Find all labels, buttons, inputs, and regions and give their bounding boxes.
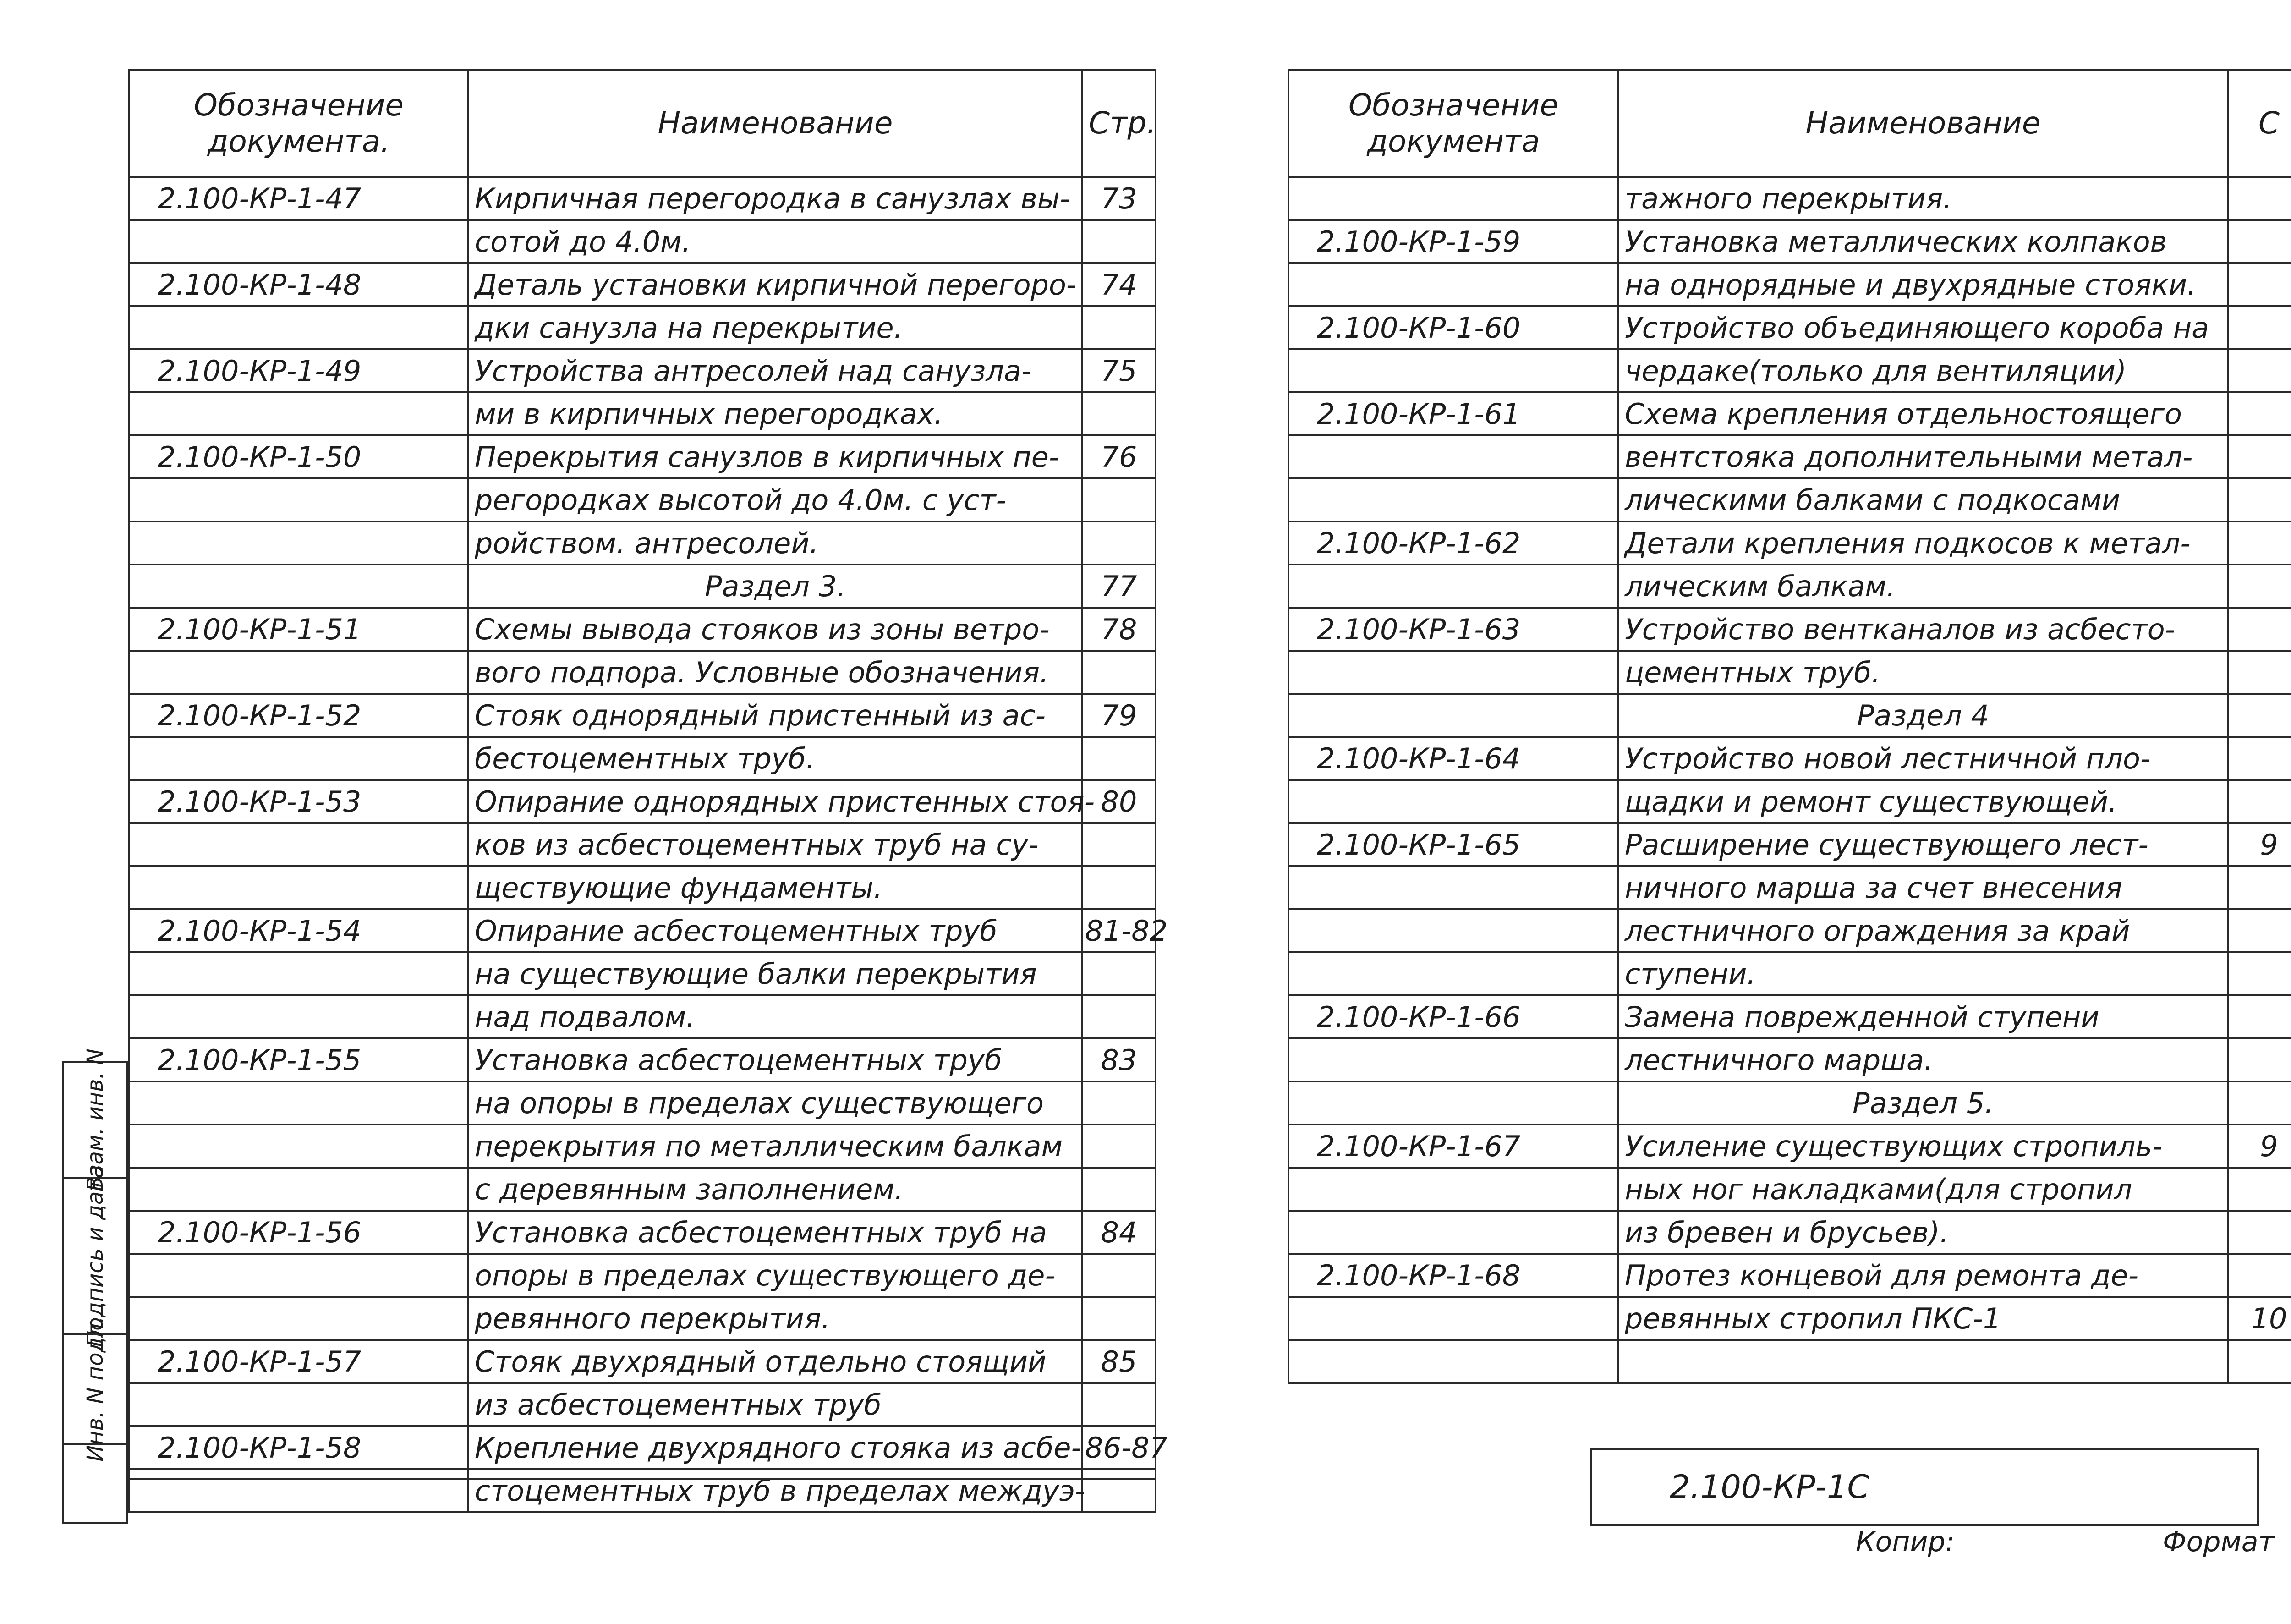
table-row (1288, 995, 2291, 1038)
table-row (129, 435, 1156, 478)
name-cell: ных ног накладками(для стропил (1618, 1168, 2228, 1211)
name-cell: на опоры в пределах существующего (468, 1081, 1082, 1125)
designation-cell (129, 521, 468, 565)
table-row (1288, 1254, 2291, 1297)
table-row (1288, 349, 2291, 392)
page-cell (2228, 608, 2291, 651)
table-row (1288, 521, 2291, 565)
designation-cell: 2.100-КР-1-55 (129, 1038, 468, 1081)
page-cell (1082, 1297, 1156, 1340)
side-stamp-column (62, 1048, 128, 1524)
name-header: Наименование (1618, 70, 2228, 177)
name-cell: ревянных стропил ПКС-1 (1618, 1297, 2228, 1340)
document-code-stamp (1590, 1448, 2259, 1526)
page-cell (2228, 435, 2291, 478)
page-cell (2228, 1038, 2291, 1081)
designation-cell (1288, 866, 1618, 909)
table-row (129, 995, 1156, 1038)
designation-cell (129, 1469, 468, 1512)
page-cell: 75 (1082, 349, 1156, 392)
table-row (129, 220, 1156, 263)
name-cell: Раздел 3. (468, 565, 1082, 608)
designation-cell: 2.100-КР-1-59 (1288, 220, 1618, 263)
table-row (1288, 1125, 2291, 1168)
name-header: Наименование (468, 70, 1082, 177)
designation-cell: 2.100-КР-1-68 (1288, 1254, 1618, 1297)
page-cell: 83 (1082, 1038, 1156, 1081)
name-cell: ми в кирпичных перегородках. (468, 392, 1082, 435)
page-cell (1082, 306, 1156, 349)
designation-cell (1288, 177, 1618, 220)
page-header: С (2228, 70, 2291, 177)
designation-cell (129, 478, 468, 521)
page-cell (2228, 1254, 2291, 1297)
page-cell: 78 (1082, 608, 1156, 651)
name-cell: ничного марша за счет внесения (1618, 866, 2228, 909)
page-cell: 84 (1082, 1211, 1156, 1254)
table-row (129, 1038, 1156, 1081)
page-cell (1082, 1168, 1156, 1211)
table-row (1288, 263, 2291, 306)
name-cell: Устройство вентканалов из асбесто- (1618, 608, 2228, 651)
name-cell: Расширение существующего лест- (1618, 823, 2228, 866)
table-row (129, 1297, 1156, 1340)
page-cell: 9 (2228, 823, 2291, 866)
name-cell: Перекрытия санузлов в кирпичных пе- (468, 435, 1082, 478)
name-cell: Схемы вывода стояков из зоны ветро- (468, 608, 1082, 651)
name-cell: дки санузла на перекрытие. (468, 306, 1082, 349)
table-row (129, 1469, 1156, 1512)
name-cell: ревянного перекрытия. (468, 1297, 1082, 1340)
page-cell (1082, 823, 1156, 866)
table-row (129, 1211, 1156, 1254)
name-cell: из бревен и брусьев). (1618, 1211, 2228, 1254)
name-cell: лестничного ограждения за край (1618, 909, 2228, 952)
page-cell (2228, 694, 2291, 737)
stamp-cell-original-number (64, 1316, 126, 1462)
page-cell (2228, 521, 2291, 565)
designation-cell: 2.100-КР-1-48 (129, 263, 468, 306)
page-cell (1082, 651, 1156, 694)
page-cell (1082, 1081, 1156, 1125)
table-row (1288, 565, 2291, 608)
designation-cell (129, 952, 468, 995)
document-list-table-left (128, 69, 1168, 1513)
page-cell (1082, 392, 1156, 435)
name-cell: лическими балками с подкосами (1618, 478, 2228, 521)
designation-cell: 2.100-КР-1-50 (129, 435, 468, 478)
page-cell: 9 (2228, 1125, 2291, 1168)
designation-cell (129, 220, 468, 263)
name-cell: регородках высотой до 4.0м. с уст- (468, 478, 1082, 521)
designation-cell: 2.100-КР-1-66 (1288, 995, 1618, 1038)
name-cell: тажного перекрытия. (1618, 177, 2228, 220)
name-cell: ществующие фундаменты. (468, 866, 1082, 909)
page-cell (2228, 565, 2291, 608)
stamp-label: Инв. N подл. (82, 1316, 108, 1462)
designation-cell (129, 1383, 468, 1426)
page-cell: 85 (1082, 1340, 1156, 1383)
right-table-body (1288, 70, 2291, 1383)
page-cell: 86-87 (1082, 1426, 1156, 1469)
table-row (129, 1254, 1156, 1297)
page-cell (2228, 995, 2291, 1038)
stamp-label: Взам. инв. N (82, 1048, 108, 1191)
name-cell: вого подпора. Условные обозначения. (468, 651, 1082, 694)
designation-cell (129, 1168, 468, 1211)
table-row (129, 349, 1156, 392)
designation-cell: 2.100-КР-1-54 (129, 909, 468, 952)
table-row (1288, 909, 2291, 952)
page-cell (2228, 1081, 2291, 1125)
page-cell (1082, 1469, 1156, 1512)
designation-cell (1288, 565, 1618, 608)
name-cell: ройством. антресолей. (468, 521, 1082, 565)
designation-cell (1288, 780, 1618, 823)
name-cell: Детали крепления подкосов к метал- (1618, 521, 2228, 565)
name-cell: Устройство объединяющего короба на (1618, 306, 2228, 349)
designation-cell (129, 306, 468, 349)
page-cell (2228, 177, 2291, 220)
name-cell: ступени. (1618, 952, 2228, 995)
page-cell: 10 (2228, 1297, 2291, 1340)
frame-bottom-line (128, 1478, 1155, 1480)
designation-cell: 2.100-КР-1-56 (129, 1211, 468, 1254)
page-cell (2228, 952, 2291, 995)
name-cell: Стояк однорядный пристенный из ас- (468, 694, 1082, 737)
name-cell: из асбестоцементных труб (468, 1383, 1082, 1426)
designation-cell: 2.100-КР-1-63 (1288, 608, 1618, 651)
stamp-label: Подпись и дата (82, 1165, 108, 1347)
name-cell: Опирание однорядных пристенных стоя- (468, 780, 1082, 823)
page-cell (2228, 220, 2291, 263)
designation-cell (1288, 1168, 1618, 1211)
table-row (1288, 780, 2291, 823)
name-cell: щадки и ремонт существующей. (1618, 780, 2228, 823)
page-cell: 80 (1082, 780, 1156, 823)
table-row (129, 952, 1156, 995)
designation-cell (129, 737, 468, 780)
table-row (1288, 737, 2291, 780)
copied-by-label: Копир: (1856, 1526, 1955, 1558)
name-cell: Стояк двухрядный отдельно стоящий (468, 1340, 1082, 1383)
table-row (1288, 478, 2291, 521)
designation-cell: 2.100-КР-1-47 (129, 177, 468, 220)
table-row (129, 866, 1156, 909)
page-cell: 81-82 (1082, 909, 1156, 952)
name-cell: стоцементных труб в пределах междуэ- (468, 1469, 1082, 1512)
designation-cell (129, 392, 468, 435)
format-label: Формат (2163, 1526, 2275, 1558)
document-code: 2.100-КР-1С (1670, 1468, 1870, 1506)
page-cell (2228, 1340, 2291, 1383)
table-row (1288, 1297, 2291, 1340)
table-row (129, 1340, 1156, 1383)
name-cell (1618, 1340, 2228, 1383)
page-cell (2228, 780, 2291, 823)
name-cell: чердаке(только для вентиляции) (1618, 349, 2228, 392)
designation-cell: 2.100-КР-1-58 (129, 1426, 468, 1469)
table-row (129, 780, 1156, 823)
table-row (129, 306, 1156, 349)
name-cell: Установка асбестоцементных труб на (468, 1211, 1082, 1254)
name-cell: Опирание асбестоцементных труб (468, 909, 1082, 952)
designation-cell (1288, 909, 1618, 952)
page-cell (1082, 1125, 1156, 1168)
table-row (129, 1168, 1156, 1211)
name-cell: Крепление двухрядного стояка из асбе- (468, 1426, 1082, 1469)
stamp-cell-replacement (64, 1048, 126, 1191)
name-cell: сотой до 4.0м. (468, 220, 1082, 263)
designation-cell (129, 1081, 468, 1125)
designation-cell: 2.100-КР-1-53 (129, 780, 468, 823)
name-cell: на существующие балки перекрытия (468, 952, 1082, 995)
table-row (1288, 435, 2291, 478)
designation-cell (129, 651, 468, 694)
page-cell (1082, 952, 1156, 995)
table-row (129, 1383, 1156, 1426)
name-cell: перекрытия по металлическим балкам (468, 1125, 1082, 1168)
table-row (129, 521, 1156, 565)
table-row (129, 565, 1156, 608)
name-cell: Кирпичная перегородка в санузлах вы- (468, 177, 1082, 220)
page-cell (2228, 478, 2291, 521)
designation-cell: 2.100-КР-1-57 (129, 1340, 468, 1383)
table-row (1288, 1211, 2291, 1254)
table-row (129, 651, 1156, 694)
page-cell (1082, 737, 1156, 780)
designation-cell (1288, 1297, 1618, 1340)
page-cell (2228, 1211, 2291, 1254)
name-cell: Схема крепления отдельностоящего (1618, 392, 2228, 435)
designation-cell: 2.100-КР-1-64 (1288, 737, 1618, 780)
name-cell: цементных труб. (1618, 651, 2228, 694)
page-header: Стр. (1082, 70, 1156, 177)
designation-cell (1288, 349, 1618, 392)
name-cell: Раздел 4 (1618, 694, 2228, 737)
name-cell: бестоцементных труб. (468, 737, 1082, 780)
designation-cell (1288, 263, 1618, 306)
table-row (1288, 1340, 2291, 1383)
designation-cell: 2.100-КР-1-62 (1288, 521, 1618, 565)
name-cell: опоры в пределах существующего де- (468, 1254, 1082, 1297)
page-cell (2228, 392, 2291, 435)
page-cell: 79 (1082, 694, 1156, 737)
page-cell (2228, 866, 2291, 909)
table-row (1288, 1081, 2291, 1125)
page-cell (2228, 737, 2291, 780)
designation-cell (129, 866, 468, 909)
table-row (1288, 1038, 2291, 1081)
table-row (1288, 177, 2291, 220)
designation-cell (1288, 1340, 1618, 1383)
table-row (129, 392, 1156, 435)
name-cell: Устройство новой лестничной пло- (1618, 737, 2228, 780)
designation-header: Обозначение документа. (129, 70, 468, 177)
table-row (129, 1125, 1156, 1168)
name-cell: Протез концевой для ремонта де- (1618, 1254, 2228, 1297)
table-row (1288, 866, 2291, 909)
designation-cell (1288, 694, 1618, 737)
table-row (129, 823, 1156, 866)
page-cell (1082, 995, 1156, 1038)
name-cell: Устройства антресолей над санузла- (468, 349, 1082, 392)
name-cell: Деталь установки кирпичной перегоро- (468, 263, 1082, 306)
stamp-cell-empty (64, 1443, 126, 1525)
name-cell: Установка металлических колпаков (1618, 220, 2228, 263)
stamp-cell-signature (64, 1165, 126, 1347)
table-row (1288, 306, 2291, 349)
page-cell (2228, 651, 2291, 694)
designation-cell: 2.100-КР-1-67 (1288, 1125, 1618, 1168)
designation-cell (1288, 1211, 1618, 1254)
page-cell (2228, 263, 2291, 306)
designation-cell (129, 1297, 468, 1340)
table-row (1288, 392, 2291, 435)
designation-cell: 2.100-КР-1-49 (129, 349, 468, 392)
name-cell: лестничного марша. (1618, 1038, 2228, 1081)
designation-cell (129, 1254, 468, 1297)
table-row (1288, 651, 2291, 694)
designation-cell (1288, 651, 1618, 694)
designation-cell (1288, 1038, 1618, 1081)
table-row (129, 1426, 1156, 1469)
designation-header: Обозначение документа (1288, 70, 1618, 177)
table-row (129, 1081, 1156, 1125)
designation-cell (129, 823, 468, 866)
page-cell (1082, 866, 1156, 909)
table-row (129, 177, 1156, 220)
page-cell: 74 (1082, 263, 1156, 306)
designation-cell: 2.100-КР-1-51 (129, 608, 468, 651)
name-cell: Усиление существующих стропиль- (1618, 1125, 2228, 1168)
name-cell: над подвалом. (468, 995, 1082, 1038)
page-cell (2228, 306, 2291, 349)
table-row (129, 737, 1156, 780)
page-cell (1082, 1383, 1156, 1426)
table-row (129, 909, 1156, 952)
page-cell (1082, 478, 1156, 521)
designation-cell (1288, 478, 1618, 521)
designation-cell (129, 995, 468, 1038)
designation-cell: 2.100-КР-1-60 (1288, 306, 1618, 349)
table-header-row (1288, 70, 2291, 177)
name-cell: вентстояка дополнительными метал- (1618, 435, 2228, 478)
page-cell (2228, 1168, 2291, 1211)
table-row (129, 263, 1156, 306)
page-cell (2228, 349, 2291, 392)
name-cell: с деревянным заполнением. (468, 1168, 1082, 1211)
designation-cell (129, 565, 468, 608)
table-row (1288, 823, 2291, 866)
page-cell: 76 (1082, 435, 1156, 478)
name-cell: ков из асбестоцементных труб на су- (468, 823, 1082, 866)
table-row (1288, 220, 2291, 263)
table-row (1288, 1168, 2291, 1211)
page-cell (2228, 909, 2291, 952)
name-cell: Замена поврежденной ступени (1618, 995, 2228, 1038)
page-cell (1082, 220, 1156, 263)
name-cell: Установка асбестоцементных труб (468, 1038, 1082, 1081)
table-row (1288, 608, 2291, 651)
name-cell: на однорядные и двухрядные стояки. (1618, 263, 2228, 306)
designation-cell: 2.100-КР-1-61 (1288, 392, 1618, 435)
table-row (129, 694, 1156, 737)
designation-cell: 2.100-КР-1-52 (129, 694, 468, 737)
page-cell (1082, 1254, 1156, 1297)
page-cell: 73 (1082, 177, 1156, 220)
table-header-row (129, 70, 1156, 177)
table-row (129, 608, 1156, 651)
designation-cell (1288, 952, 1618, 995)
designation-cell (1288, 435, 1618, 478)
designation-cell (129, 1125, 468, 1168)
left-table-body (129, 70, 1168, 1512)
page-cell: 77 (1082, 565, 1156, 608)
page-cell (1082, 521, 1156, 565)
document-list-table-right (1288, 69, 2291, 1384)
name-cell: Раздел 5. (1618, 1081, 2228, 1125)
table-row (1288, 952, 2291, 995)
name-cell: лическим балкам. (1618, 565, 2228, 608)
table-row (129, 478, 1156, 521)
designation-cell (1288, 1081, 1618, 1125)
designation-cell: 2.100-КР-1-65 (1288, 823, 1618, 866)
table-row (1288, 694, 2291, 737)
